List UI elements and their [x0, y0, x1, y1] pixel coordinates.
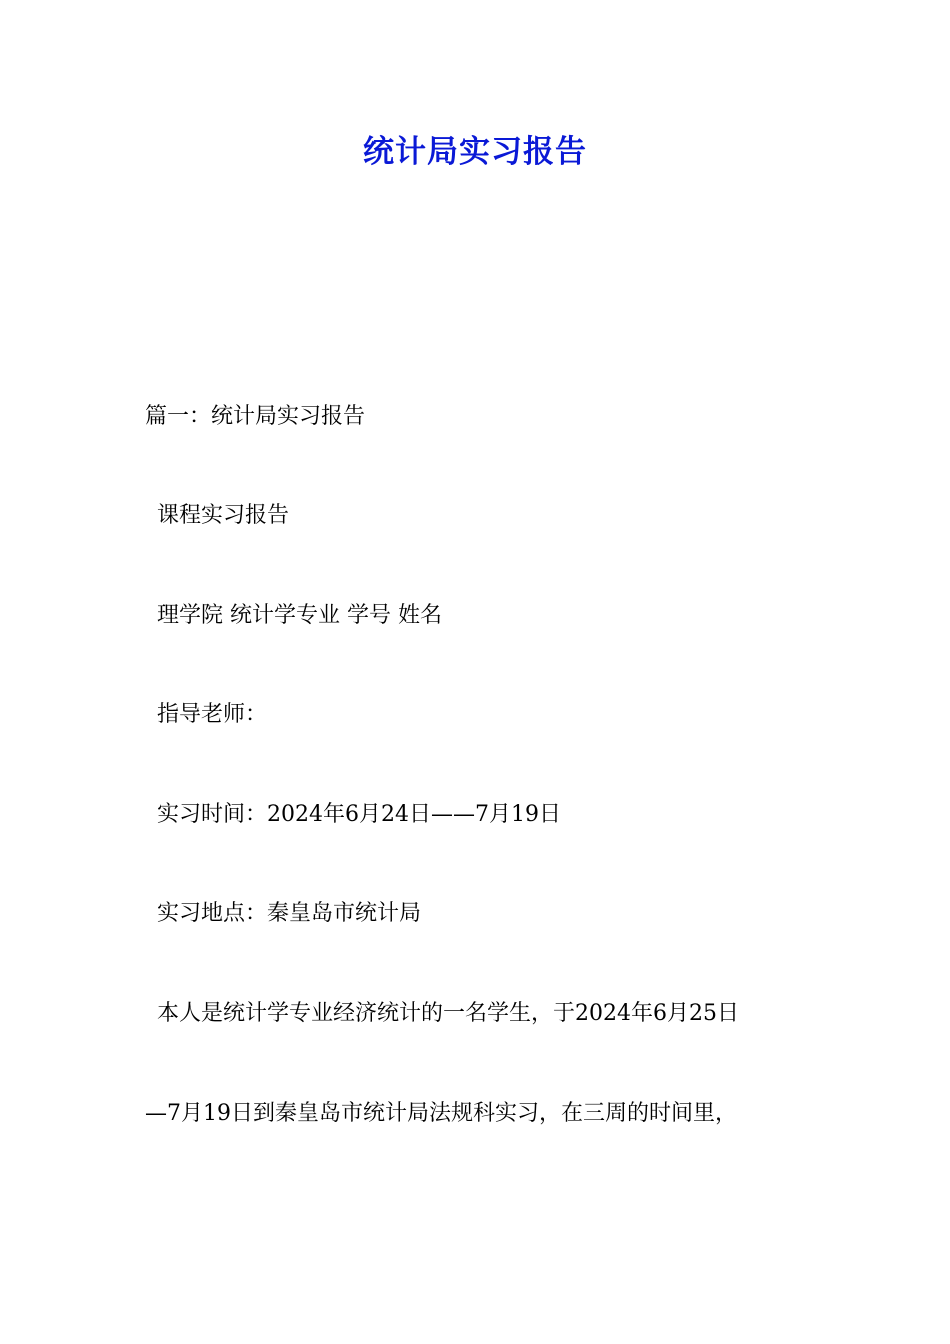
- body-paragraph-line: —7月19日到秦皇岛市统计局法规科实习，在三周的时间里，: [145, 1101, 737, 1126]
- document-title: 统计局实习报告: [363, 134, 587, 170]
- report-type-line: 课程实习报告: [157, 503, 290, 528]
- body-paragraph-line: 本人是统计学专业经济统计的一名学生，于2024年6月25日: [157, 1001, 739, 1026]
- section-heading: 篇一：统计局实习报告: [145, 404, 366, 429]
- student-info-line: 理学院 统计学专业 学号 姓名: [157, 603, 442, 628]
- internship-period-line: 实习时间：2024年6月24日——7月19日: [157, 802, 561, 827]
- internship-location-line: 实习地点：秦皇岛市统计局: [157, 901, 422, 926]
- advisor-line: 指导老师：: [157, 702, 268, 727]
